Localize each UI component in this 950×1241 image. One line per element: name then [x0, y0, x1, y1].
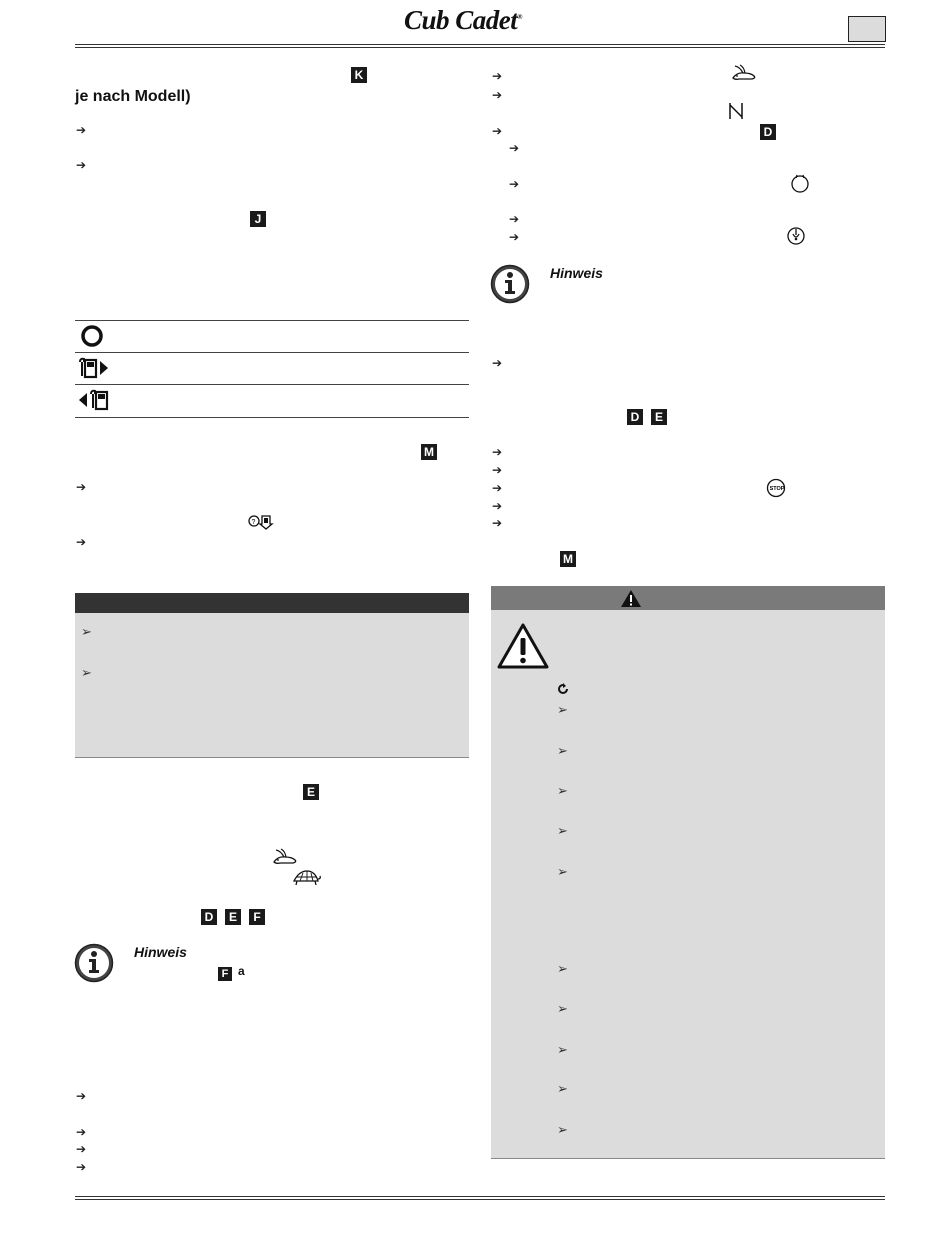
arrow-bullet: ➔	[492, 356, 503, 370]
table-top-rule	[75, 320, 469, 321]
chevron-bullet: ➢	[557, 783, 568, 798]
badge-j: J	[250, 211, 266, 227]
table-bottom-rule	[75, 417, 469, 418]
ignition-icon	[786, 226, 806, 246]
caution-bottom-rule	[75, 757, 469, 758]
arrow-bullet: ➔	[492, 124, 503, 138]
arrow-bullet: ➔	[76, 123, 87, 137]
arrow-bullet: ➔	[492, 516, 503, 530]
svg-text:?: ?	[251, 519, 256, 526]
hare-icon	[731, 64, 759, 84]
chevron-bullet: ➢	[81, 624, 92, 639]
info-icon	[490, 264, 530, 304]
badge-e: E	[225, 909, 241, 925]
badge-f: F	[249, 909, 265, 925]
badge-e: E	[303, 784, 319, 800]
fuel-cap-icon	[248, 513, 278, 531]
chevron-bullet: ➢	[557, 743, 568, 758]
neutral-icon	[728, 102, 746, 120]
chevron-bullet: ➢	[557, 1122, 568, 1137]
chevron-bullet: ➢	[557, 1042, 568, 1057]
tortoise-icon	[291, 869, 321, 887]
arrow-bullet: ➔	[492, 88, 503, 102]
footer-rule-2	[75, 1199, 885, 1200]
arrow-bullet: ➔	[509, 177, 520, 191]
hint-title: Hinweis	[550, 265, 603, 281]
arrow-bullet: ➔	[76, 1142, 87, 1156]
arrow-bullet: ➔	[509, 141, 520, 155]
footer-rule	[75, 1196, 885, 1197]
hint-suffix: a	[238, 964, 245, 978]
ring-icon	[80, 324, 104, 348]
info-icon	[74, 943, 114, 983]
chevron-bullet: ➢	[81, 665, 92, 680]
warning-triangle-icon	[497, 623, 549, 669]
choke-icon	[790, 173, 810, 193]
warning-small-icon	[620, 589, 642, 608]
badge-d: D	[760, 124, 776, 140]
arrow-bullet: ➔	[76, 480, 87, 494]
arrow-bullet: ➔	[76, 158, 87, 172]
chevron-bullet: ➢	[557, 702, 568, 717]
chevron-bullet: ➢	[557, 1081, 568, 1096]
arrow-bullet: ➔	[509, 212, 520, 226]
arrow-bullet: ➔	[76, 1089, 87, 1103]
fuel-right-icon	[78, 356, 110, 380]
arrow-bullet: ➔	[492, 481, 503, 495]
arrow-bullet: ➔	[492, 499, 503, 513]
badge-f: F	[218, 967, 232, 981]
table-row-rule	[75, 352, 469, 353]
badge-m: M	[421, 444, 437, 460]
brand-logo: Cub Cadet®	[404, 5, 523, 35]
language-tab	[848, 16, 886, 42]
warning-box	[491, 610, 885, 1158]
badge-m: M	[560, 551, 576, 567]
section-heading: je nach Modell)	[75, 88, 191, 105]
hare-icon	[272, 848, 300, 868]
arrow-bullet: ➔	[492, 463, 503, 477]
arrow-bullet: ➔	[509, 230, 520, 244]
warning-bottom-rule	[491, 1158, 885, 1159]
warning-header-bar	[491, 586, 885, 610]
badge-k: K	[351, 67, 367, 83]
header-rule-2	[75, 47, 885, 48]
badge-d: D	[201, 909, 217, 925]
badge-d: D	[627, 409, 643, 425]
stop-icon	[766, 478, 786, 498]
svg-text:STOP: STOP	[769, 486, 785, 493]
chevron-bullet: ➢	[557, 864, 568, 879]
rotate-icon	[557, 683, 569, 695]
arrow-bullet: ➔	[76, 1125, 87, 1139]
fuel-left-icon	[78, 388, 110, 412]
badge-e: E	[651, 409, 667, 425]
caution-header-bar	[75, 593, 469, 613]
arrow-bullet: ➔	[492, 69, 503, 83]
header-rule	[75, 44, 885, 45]
arrow-bullet: ➔	[76, 535, 87, 549]
chevron-bullet: ➢	[557, 961, 568, 976]
chevron-bullet: ➢	[557, 1001, 568, 1016]
arrow-bullet: ➔	[76, 1160, 87, 1174]
chevron-bullet: ➢	[557, 823, 568, 838]
hint-title: Hinweis	[134, 944, 187, 960]
table-row-rule	[75, 384, 469, 385]
arrow-bullet: ➔	[492, 445, 503, 459]
caution-box	[75, 613, 469, 757]
